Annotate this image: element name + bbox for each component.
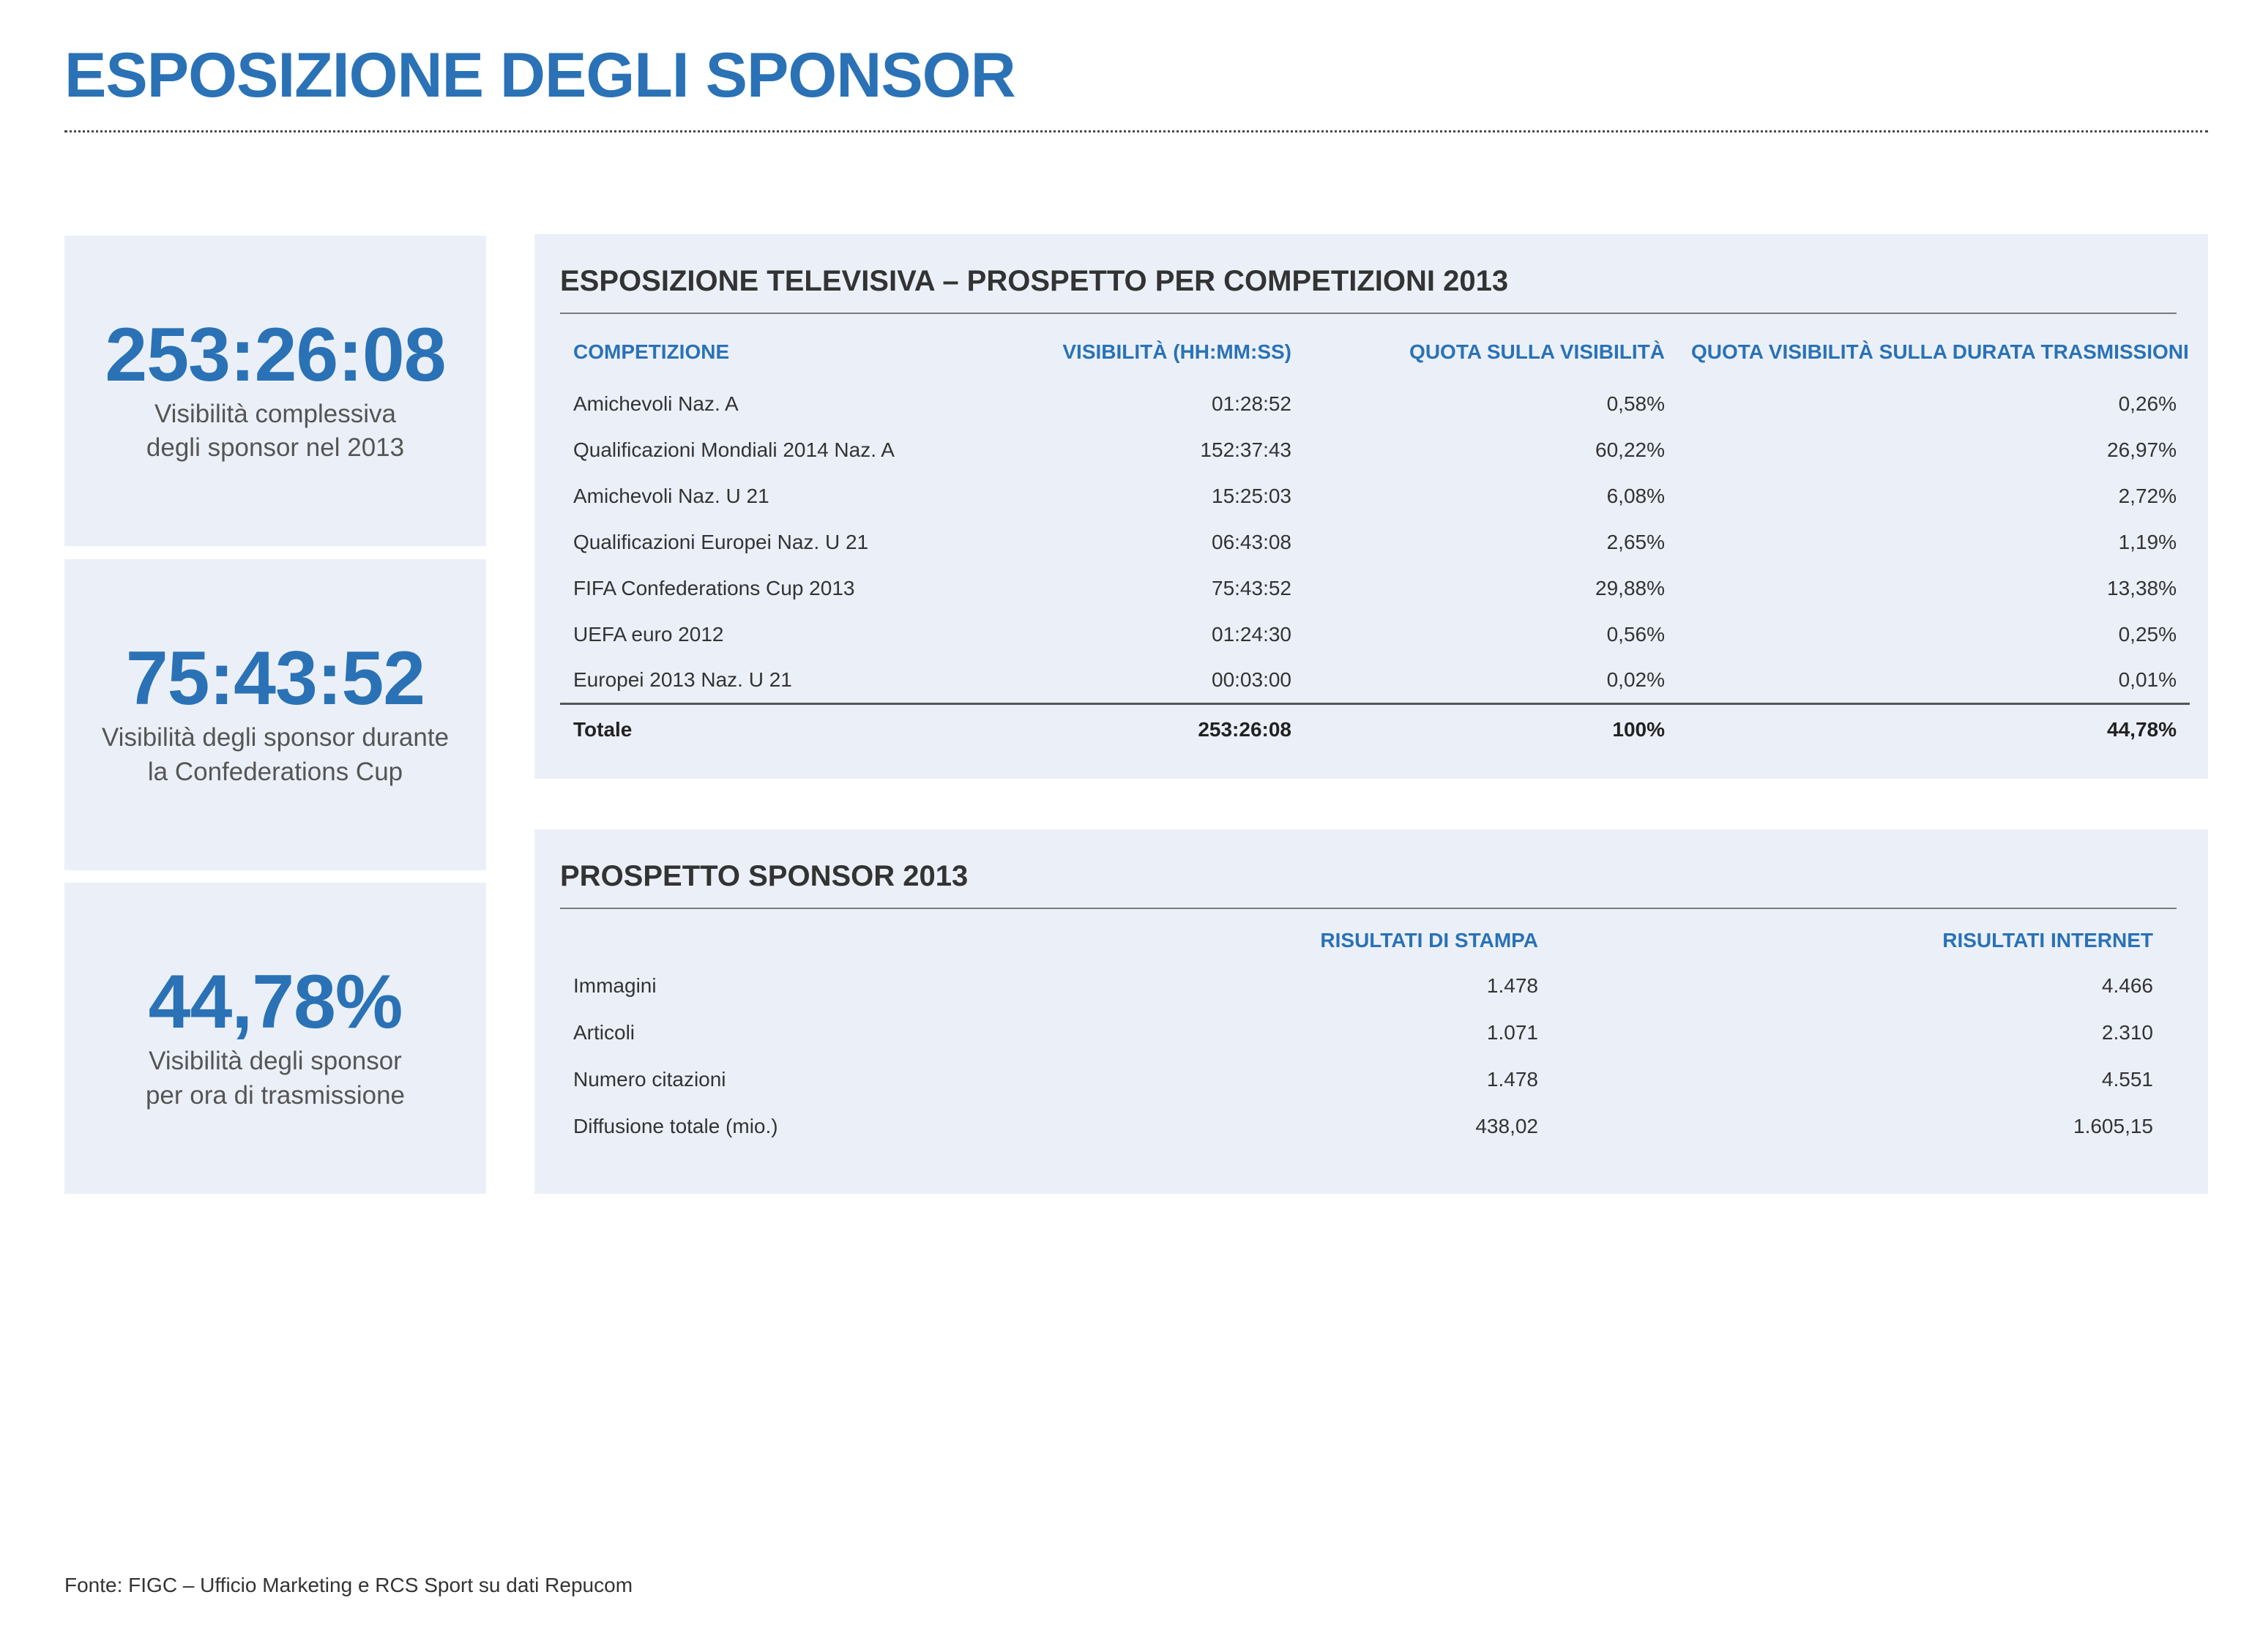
table-row [560,1009,2166,1056]
kpi-value: 75:43:52 [125,636,425,722]
internet-cell: 1.605,15 [2073,1115,2153,1137]
competition-cell: Qualificazioni Mondiali 2014 Naz. A [573,438,895,461]
broadcast-share-cell: 2,72% [2118,484,2177,507]
press-cell: 1.071 [1486,1021,1538,1044]
table-row [560,427,2190,473]
column-header: VISIBILITÀ (HH:MM:SS) [1062,340,1291,363]
press-cell: 1.478 [1486,1068,1538,1091]
share-cell: 2,65% [1606,530,1665,553]
internet-cell: 4.466 [2101,974,2153,997]
visibility-cell: 75:43:52 [1212,576,1291,599]
kpi-label-line: Visibilità degli sponsor [149,1047,402,1076]
total-label: Totale [560,703,970,755]
table-total-row [560,703,2190,755]
kpi-label [146,397,404,465]
column-header: RISULTATI INTERNET [1942,929,2153,952]
kpi-label [102,721,449,788]
kpi-label-line: Visibilità degli sponsor durante [101,723,450,752]
share-cell: 0,02% [1606,668,1665,691]
share-cell: 60,22% [1595,438,1665,461]
table-row [560,565,2190,611]
visibility-cell: 00:03:00 [1212,668,1291,691]
share-cell: 29,88% [1595,576,1665,599]
tv-exposure-panel [534,234,2208,779]
kpi-confederations-visibility [64,559,486,870]
share-cell: 0,58% [1606,392,1665,415]
total-broadcast-share: 44,78% [1678,703,2190,755]
internet-cell: 4.551 [2101,1068,2153,1091]
kpi-value: 44,78% [148,960,403,1045]
competition-cell: FIFA Confederations Cup 2013 [573,576,855,599]
broadcast-share-cell: 0,26% [2118,392,2177,415]
kpi-total-visibility [64,236,486,546]
competition-cell: Europei 2013 Naz. U 21 [573,668,792,691]
broadcast-share-cell: 1,19% [2118,530,2177,553]
table-row [560,1056,2166,1103]
tv-exposure-title: ESPOSIZIONE TELEVISIVA – PROSPETTO PER COMPETIZIONI 2013 [560,265,1509,297]
column-header [560,919,926,963]
competition-cell: UEFA euro 2012 [573,622,724,646]
table-row [560,473,2190,519]
kpi-label-line: Visibilità complessiva [154,399,397,428]
share-cell: 0,56% [1606,622,1665,646]
kpi-label-line: degli sponsor nel 2013 [146,433,405,462]
column-header: QUOTA SULLA VISIBILITÀ [1409,340,1665,363]
kpi-label-line: per ora di trasmissione [145,1080,406,1110]
page-title: ESPOSIZIONE DEGLI SPONSOR [64,40,1015,111]
competition-cell: Amichevoli Naz. U 21 [573,484,769,507]
title-divider [64,130,2208,132]
total-share: 100% [1305,703,1678,755]
metric-cell: Diffusione totale (mio.) [573,1115,778,1137]
press-cell: 1.478 [1486,974,1538,997]
table-row [560,381,2190,427]
column-header: QUOTA VISIBILITÀ SULLA DURATA TRASMISSIONI [1691,340,2189,363]
kpi-visibility-per-hour [64,883,486,1194]
tv-title-divider [560,313,2177,314]
share-cell: 6,08% [1606,484,1665,507]
column-header: RISULTATI DI STAMPA [1320,929,1538,952]
sponsor-table [560,919,2166,1150]
kpi-label-line: la Confederations Cup [147,757,403,786]
sponsor-title: PROSPETTO SPONSOR 2013 [560,860,969,892]
table-row [560,611,2190,657]
internet-cell: 2.310 [2101,1021,2153,1044]
visibility-cell: 06:43:08 [1212,530,1291,553]
kpi-value: 253:26:08 [105,312,446,397]
visibility-cell: 01:28:52 [1212,392,1291,415]
source-footnote: Fonte: FIGC – Ufficio Marketing e RCS Sport su dati Repucom [64,1574,633,1596]
broadcast-share-cell: 13,38% [2107,576,2177,599]
kpi-label [146,1044,405,1112]
table-row [560,519,2190,565]
table-row [560,657,2190,703]
tv-exposure-table [560,324,2190,755]
column-header: COMPETIZIONE [573,340,730,363]
sponsor-panel [534,829,2208,1194]
table-header-row [560,324,2190,381]
table-header-row [560,919,2166,963]
competition-cell: Qualificazioni Europei Naz. U 21 [573,530,869,553]
press-cell: 438,02 [1475,1115,1538,1137]
visibility-cell: 15:25:03 [1212,484,1291,507]
sponsor-title-divider [560,908,2177,909]
table-row [560,963,2166,1009]
metric-cell: Numero citazioni [573,1068,726,1091]
broadcast-share-cell: 0,01% [2118,668,2177,691]
broadcast-share-cell: 26,97% [2107,438,2177,461]
total-visibility: 253:26:08 [970,703,1305,755]
broadcast-share-cell: 0,25% [2118,622,2177,646]
visibility-cell: 152:37:43 [1200,438,1291,461]
metric-cell: Immagini [573,974,657,997]
metric-cell: Articoli [573,1021,635,1044]
visibility-cell: 01:24:30 [1212,622,1291,646]
table-row [560,1103,2166,1150]
competition-cell: Amichevoli Naz. A [573,392,739,415]
